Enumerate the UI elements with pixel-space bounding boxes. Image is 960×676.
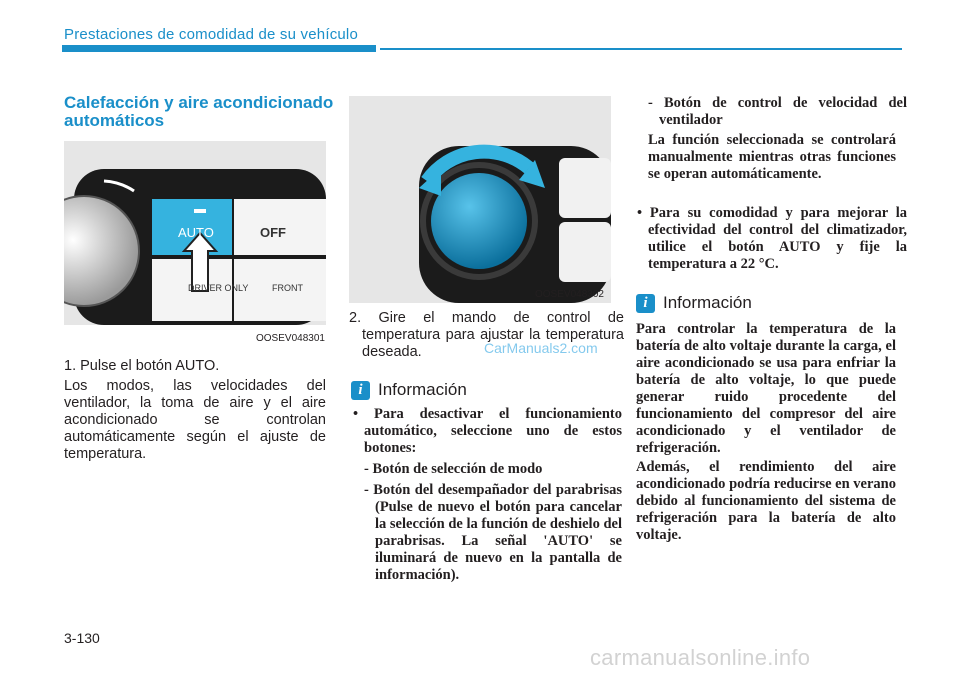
info-icon: i [636, 294, 655, 313]
watermark-center: CarManuals2.com [484, 340, 598, 356]
info-icon: i [351, 381, 370, 400]
section-title: Calefacción y aire acondicionado automáticos [64, 93, 334, 130]
sub-mode-button: - Botón de selección de modo [364, 461, 543, 477]
sub-defrost-button: - Botón del desempañador del parabrisas (Pulse de nuevo el botón para cancelar la selección de la función de deshielo del parabrisas. La señal 'AUTO' se iluminará de nuevo en la pantalla de información). [364, 482, 622, 583]
bullet-disable-auto: • Para desactivar el funcionamiento automático, seleccione uno de estos botones: [353, 406, 622, 456]
col1-paragraph: Los modos, las velocidades del ventilador, la toma de aire y el aire acondicionado se controlan automáticamente según el ajuste de temperatura. [64, 378, 326, 462]
col3-paragraph-2: Para controlar la temperatura de la batería de alto voltaje durante la carga, el aire acondicionado se usa para enfriar la batería de alto voltaje, lo que puede generar ruido procedente del funcionamiento del compresor del aire acondicionado y el ventilador de refrigeración. [636, 321, 896, 456]
header-title: Prestaciones de comodidad de su vehículo [64, 26, 359, 43]
fig-label-driver-only: DRIVER ONLY [188, 283, 249, 293]
bullet-comfort: • Para su comodidad y para mejorar la efectividad del control del climatizador, utilice el botón AUTO y fije la temperatura a 22 °C. [637, 205, 907, 272]
fig-label-off: OFF [260, 225, 286, 240]
info-title: Información [378, 380, 467, 399]
info-header-2 [636, 293, 752, 313]
page-number: 3-130 [64, 630, 100, 646]
figure-temperature-knob [349, 96, 611, 303]
figure1-code: OOSEV048301 [256, 333, 325, 344]
info-title: Información [663, 293, 752, 312]
step-2: 2. Gire el mando de control de temperatura para ajustar la temperatura deseada. [349, 310, 624, 360]
col3-paragraph-1: La función seleccionada se controlará manualmente mientras otras funciones se operan automáticamente. [648, 132, 896, 182]
header-bar [62, 45, 376, 52]
sub-fan-speed-button: - Botón de control de velocidad del ventilador [648, 95, 907, 128]
col3-paragraph-3: Además, el rendimiento del aire acondicionado podría reducirse en verano debido al funcionamiento del sistema de refrigeración para la batería de alto voltaje. [636, 459, 896, 543]
fig-label-front: FRONT [272, 283, 303, 293]
figure-auto-button [64, 141, 326, 325]
watermark-footer: carmanualsonline.info [590, 645, 811, 670]
figure2-code: OOSEV048302 [535, 289, 604, 300]
header-rule [380, 48, 902, 50]
fig-label-auto: AUTO [178, 225, 214, 240]
step-1: 1. Pulse el botón AUTO. [64, 358, 220, 374]
info-header-1 [351, 380, 467, 400]
